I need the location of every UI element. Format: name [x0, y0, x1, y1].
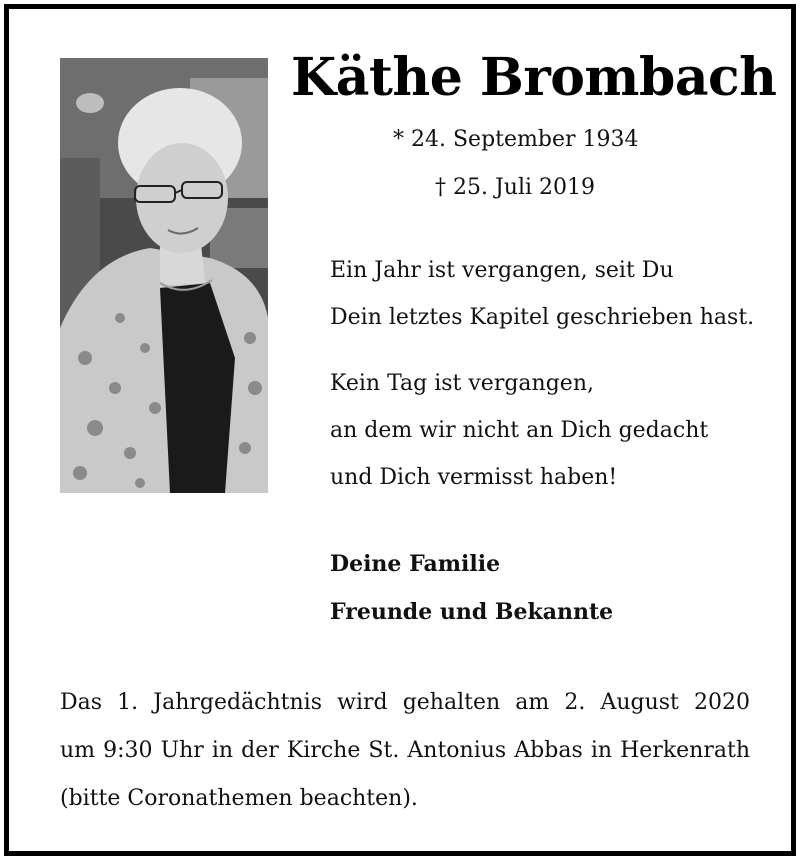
- announcement-line: um 9:30 Uhr in der Kirche St. Antonius Abbas in Herkenrath: [60, 738, 750, 763]
- announcement-line: (bitte Coronathemen beachten).: [60, 786, 418, 811]
- verse-line: und Dich vermisst haben!: [330, 465, 618, 490]
- verse-line: Dein letztes Kapitel geschrieben hast.: [330, 305, 755, 330]
- portrait-illustration: [60, 58, 268, 493]
- announcement-line: Das 1. Jahrgedächtnis wird gehalten am 2. August 2020: [60, 690, 750, 715]
- portrait-photo: [60, 58, 268, 493]
- death-date: † 25. Juli 2019: [435, 175, 596, 200]
- verse-line: Kein Tag ist vergangen,: [330, 371, 594, 396]
- deceased-name: Käthe Brombach: [291, 47, 777, 108]
- verse-line: Ein Jahr ist vergangen, seit Du: [330, 258, 674, 283]
- verse-line: an dem wir nicht an Dich gedacht: [330, 418, 709, 443]
- birth-date: * 24. September 1934: [393, 127, 639, 152]
- signature-friends: Freunde und Bekannte: [330, 599, 614, 625]
- obituary-frame: [4, 4, 796, 856]
- signature-family: Deine Familie: [330, 551, 501, 577]
